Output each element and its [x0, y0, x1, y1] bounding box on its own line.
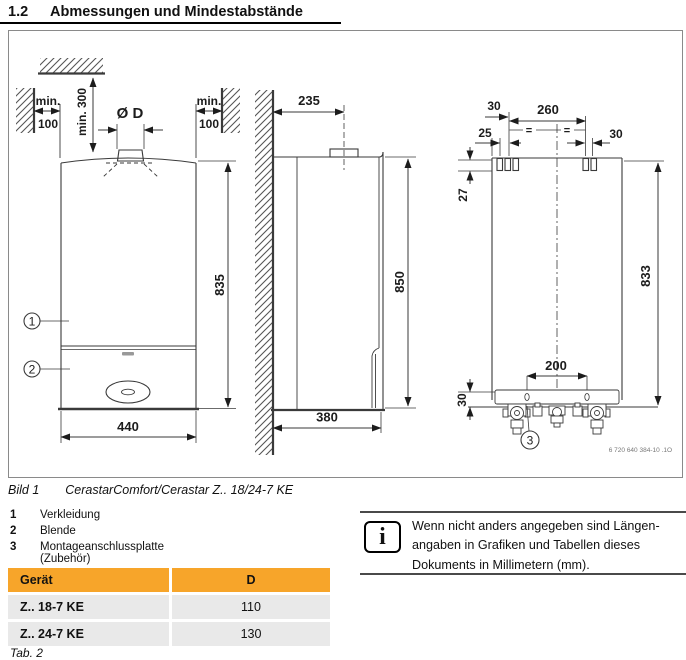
legend-num: 2 [10, 525, 17, 537]
info-icon: i [364, 521, 401, 553]
dim-rear-25: 25 [478, 126, 492, 140]
caption-label: Bild 1 [8, 483, 40, 497]
right-wall-hatch [222, 88, 240, 133]
dim-side-height: 850 [392, 271, 407, 293]
legend-label: Montageanschlussplatte (Zubehör) [40, 541, 165, 565]
dim-min300: min. 300 [75, 87, 89, 137]
table-row [8, 622, 330, 646]
front-view [16, 58, 240, 443]
hanging-hook [505, 159, 511, 171]
dim-rear-30-left: 30 [487, 99, 501, 113]
caption-text: CerastarComfort/Cerastar Z.. 18/24-7 KE [65, 483, 294, 497]
dim-100-left: 100 [37, 117, 59, 131]
dim-front-width: 440 [117, 419, 139, 434]
callout-1: 1 [28, 314, 36, 329]
dim-front-height: 835 [212, 274, 227, 296]
callout-2: 2 [28, 362, 36, 377]
control-window [106, 381, 150, 403]
side-view [255, 90, 416, 455]
callout-3: 3 [526, 433, 534, 448]
note-rule-top [360, 511, 686, 513]
device-table [8, 568, 330, 649]
dim-rear-30-right: 30 [609, 127, 623, 141]
figure-caption [8, 483, 293, 497]
dim-min-right: min. [196, 94, 222, 108]
dim-rear-200: 200 [545, 358, 567, 373]
equal-mark: = [563, 125, 571, 137]
dim-rear-27: 27 [456, 188, 470, 202]
legend-num: 3 [10, 541, 17, 553]
ceiling-hatch [40, 58, 103, 73]
note-line: Dokuments in Millimetern (mm). [412, 557, 590, 572]
drawing-code: 6 720 640 384-10 .1O [608, 447, 672, 454]
col-header-d: D [172, 568, 330, 592]
side-wall-hatch [255, 90, 273, 455]
left-wall-hatch [16, 88, 34, 133]
legend-label: Verkleidung [40, 509, 101, 521]
legend-num: 1 [10, 509, 17, 521]
dim-side-depth: 380 [316, 409, 338, 425]
dim-rear-30-plate: 30 [455, 393, 469, 407]
dim-flue-diameter: Ø D [116, 105, 144, 122]
dim-side-top: 235 [298, 93, 320, 108]
note-line: Wenn nicht anders angegeben sind Längen- [412, 519, 660, 533]
section-number: 1.2 [8, 4, 29, 20]
mounting-plate [495, 390, 619, 434]
dim-rear-height: 833 [638, 265, 653, 287]
equal-mark: = [525, 125, 533, 137]
cell-device: Z.. 24-7 KE [8, 622, 169, 646]
flue-collar [118, 150, 144, 161]
col-header-device: Gerät [8, 568, 169, 592]
table-row [8, 595, 330, 619]
cell-d-value: 130 [172, 622, 330, 646]
section-title: Abmessungen und Mindestabstände [50, 4, 303, 20]
note-text [412, 517, 660, 575]
dim-min-left: min. [35, 94, 61, 108]
hanging-hook [583, 159, 589, 171]
hanging-hook [497, 159, 503, 171]
hanging-hook [513, 159, 519, 171]
dim-rear-260: 260 [537, 102, 559, 117]
dim-100-right: 100 [198, 117, 220, 131]
brand-logo [122, 352, 134, 356]
table-header-row [8, 568, 330, 592]
hanging-hook [591, 159, 597, 171]
rear-view [455, 99, 672, 454]
note-rule-bottom [360, 573, 686, 575]
legend-label: Blende [40, 525, 76, 537]
table-caption: Tab. 2 [10, 646, 43, 660]
cell-d-value: 110 [172, 595, 330, 619]
note-line: angaben in Grafiken und Tabellen dieses [412, 538, 641, 553]
cell-device: Z.. 18-7 KE [8, 595, 169, 619]
